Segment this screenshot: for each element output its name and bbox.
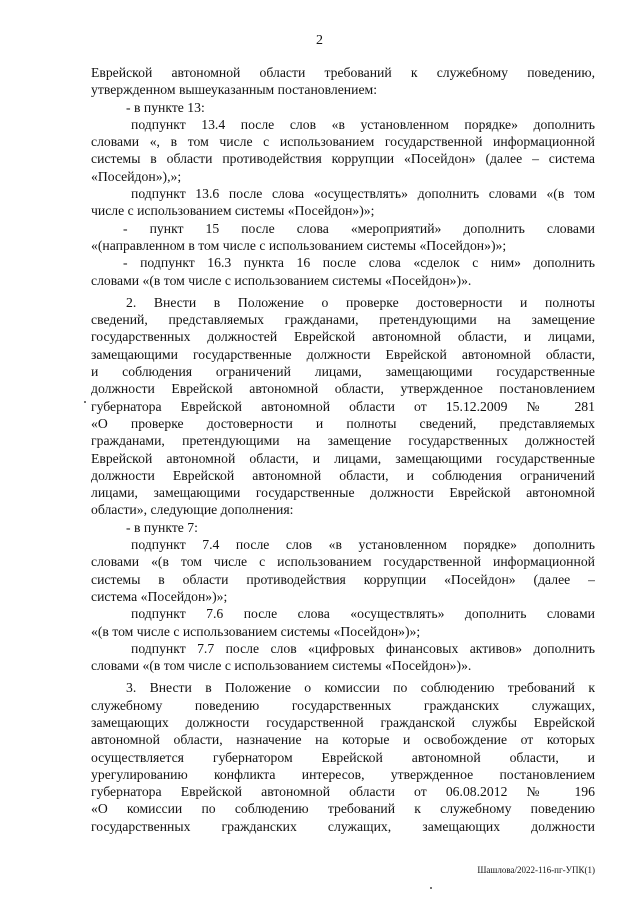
text-line: губернатора Еврейской автономной области от 06.08.2012 № 196 xyxy=(91,784,595,800)
text-line: государственных гражданских служащих, замещающих должности xyxy=(91,818,595,834)
page-number: 2 xyxy=(316,33,323,48)
text-line: - в пункте 7: xyxy=(126,519,198,535)
text-line: словами «(в том числе с использованием государственной информационной xyxy=(91,554,595,570)
text-line: подпункт 7.4 после слов «в установленном порядке» дополнить xyxy=(131,537,595,553)
text-line: Еврейской автономной области требований к служебному поведению, xyxy=(91,65,595,80)
text-line: области», следующие дополнения: xyxy=(91,502,294,518)
text-line: «О комиссии по соблюдению требований к служебному поведению xyxy=(91,801,595,817)
text-line: система «Посейдон»)»; xyxy=(91,588,228,604)
document-registration-code: Шашлова/2022-116-пг-УПК(1) xyxy=(477,865,595,875)
scan-speck xyxy=(430,887,432,889)
text-line: - в пункте 13: xyxy=(126,99,205,115)
text-line: служебному поведению государственных гражданских служащих, xyxy=(91,697,595,713)
document-body xyxy=(91,64,595,835)
text-line: «О проверке достоверности и полноты сведений, представляемых xyxy=(91,415,595,431)
text-line: подпункт 13.6 после слова «осуществлять» дополнить словами «(в том xyxy=(131,186,595,202)
text-line: осуществляется губернатором Еврейской автономной области, и xyxy=(91,749,595,765)
text-line: губернатора Еврейской автономной области от 15.12.2009 № 281 xyxy=(91,398,595,414)
text-line: системы в области противодействия коррупции «Посейдон» (далее – система xyxy=(91,151,595,167)
text-line: Еврейской автономной области, и лицами, замещающими государственные xyxy=(91,450,595,466)
text-line: утвержденном вышеуказанным постановлением: xyxy=(91,82,378,98)
text-line: должности Еврейской автономной области, утвержденное постановлением xyxy=(91,381,595,397)
text-line: и соблюдения ограничений лицами, замещающими государственные xyxy=(91,364,595,380)
text-line: «(в том числе с использованием системы «Посейдон»)»; xyxy=(91,623,421,639)
text-line: должности Еврейской автономной области, и соблюдения ограничений xyxy=(91,467,595,483)
text-line: государственных должностей Еврейской автономной области, и лицами, xyxy=(91,329,595,345)
text-line: словами «, в том числе с использованием государственной информационной xyxy=(91,134,595,150)
text-line: подпункт 7.6 после слова «осуществлять» дополнить словами xyxy=(131,606,595,622)
text-line: словами «(в том числе с использованием системы «Посейдон»)». xyxy=(91,272,472,288)
text-line: лицами, замещающими государственные должности Еврейской автономной xyxy=(91,485,595,501)
text-line: - подпункт 16.3 пункта 16 после слова «сделок с ним» дополнить xyxy=(123,255,595,271)
text-line: замещающими государственные должности Еврейской автономной области, xyxy=(91,346,595,362)
text-line: числе с использованием системы «Посейдон»)»; xyxy=(91,203,375,219)
text-line: замещающих должности государственной гражданской службы Еврейской xyxy=(91,714,595,730)
text-line: «(направленном в том числе с использованием системы «Посейдон»)»; xyxy=(91,237,507,253)
text-line: автономной области, назначение на которые и освобождение от которых xyxy=(91,732,595,748)
text-line: подпункт 13.4 после слов «в установленном порядке» дополнить xyxy=(131,116,595,132)
text-line: «Посейдон»),»; xyxy=(91,168,182,184)
text-line: гражданами, претендующими на замещение государственных должностей xyxy=(91,433,595,449)
text-line: 3. Внести в Положение о комиссии по соблюдению требований к xyxy=(126,680,595,696)
text-line: - пункт 15 после слова «мероприятий» дополнить словами xyxy=(123,220,595,236)
text-line: подпункт 7.7 после слов «цифровых финансовых активов» дополнить xyxy=(131,640,595,656)
text-line: 2. Внести в Положение о проверке достоверности и полноты xyxy=(126,294,595,310)
text-line: сведений, представляемых гражданами, претендующими на замещение xyxy=(91,312,595,328)
text-line: урегулированию конфликта интересов, утвержденное постановлением xyxy=(91,766,595,782)
text-line: словами «(в том числе с использованием системы «Посейдон»)». xyxy=(91,658,472,674)
text-line: системы в области противодействия коррупции «Посейдон» (далее – xyxy=(91,571,595,587)
scan-speck xyxy=(84,401,86,403)
